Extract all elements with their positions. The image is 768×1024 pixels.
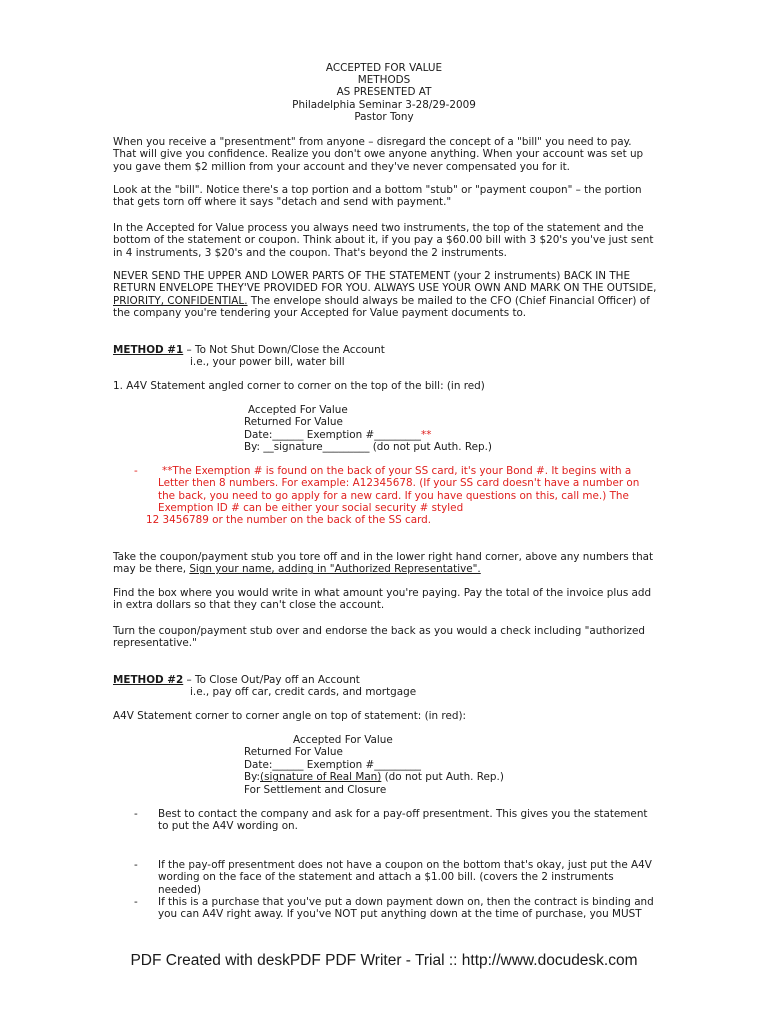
intro-paragraph-4: NEVER SEND THE UPPER AND LOWER PARTS OF THE STATEMENT (your 2 instruments) BACK IN THE RETURN ENVELOPE THEY'VE PROVIDED FOR YOU. ALWAYS USE YOUR OWN AND MARK ON THE OUTSIDE, PRIORITY, CONFIDENTIAL. The envelope should always be mailed to the CFO (Chief Financial Officer) of the company you're tendering your Accepted for Value payment documents to. xyxy=(113,270,657,320)
intro-paragraph-3: In the Accepted for Value process you always need two instruments, the top of the statement and the bottom of the statement or coupon. Think about it, if you pay a $60.00 bill with 3 $20's you've just sent in 4 instruments, 3 $20's and the coupon. That's beyond the 2 instruments. xyxy=(113,222,654,259)
amount-box-paragraph: Find the box where you would write in what amount you're paying. Pay the total of the invoice plus add in extra dollars so that they can't close the account. xyxy=(113,587,652,612)
bullet-dash: - xyxy=(134,808,138,820)
bullet-3: If this is a purchase that you've put a down payment down on, then the contract is binding and you can A4V right away. If you've NOT put anything down at the time of purchase, you MUST xyxy=(158,896,654,921)
exemption-note: **The Exemption # is found on the back of your SS card, it's your Bond #. It begins with a Letter then 8 numbers. For example: A12345678. (If your SS card doesn't have a number on the back, you need to go apply for a new card. If you have questions on this, call me.) The Exemption ID # can be either your social security # styled xyxy=(158,465,640,515)
coupon-paragraph: Take the coupon/payment stub you tore off and in the lower right hand corner, above any numbers that may be there, Sign your name, adding in "Authorized Representative". xyxy=(113,551,654,576)
method-2-intro: A4V Statement corner to corner angle on top of statement: (in red): xyxy=(113,710,467,722)
exemption-note-last-line: 12 3456789 or the number on the back of the SS card. xyxy=(146,514,432,526)
bullet-dash: - xyxy=(134,465,138,477)
stamp-1-line-1: Accepted For Value xyxy=(248,404,348,416)
stamp-1-line-2: Returned For Value xyxy=(244,416,343,429)
method-1-subtitle: i.e., your power bill, water bill xyxy=(190,356,345,368)
intro-paragraph-2: Look at the "bill". Notice there's a top portion and a bottom "stub" or "payment coupon" – the portion that gets torn off where it says "detach and send with payment." xyxy=(113,184,642,209)
stamp-2-line-2: Returned For Value xyxy=(244,746,343,759)
intro-paragraph-1: When you receive a "presentment" from anyone – disregard the concept of a "bill" you need to pay. That will give you confidence. Realize you don't owe anyone anything. When your account was set up you gave them $2 million from your account and they've never compensated you for it. xyxy=(113,136,644,173)
stamp-1-line-3: Date:______ Exemption #_________** xyxy=(244,428,432,441)
title-line-5: Pastor Tony xyxy=(354,110,414,123)
stamp-1 xyxy=(244,404,492,454)
title-line-3: AS PRESENTED AT xyxy=(336,86,432,99)
bullet-1: Best to contact the company and ask for a pay-off presentment. This gives you the statement to put the A4V wording on. xyxy=(158,808,648,833)
stamp-2 xyxy=(244,734,504,796)
method-1-heading: METHOD #1 – To Not Shut Down/Close the Account xyxy=(113,344,385,356)
title-line-4: Philadelphia Seminar 3-28/29-2009 xyxy=(292,98,476,111)
bullet-dash: - xyxy=(134,896,138,908)
stamp-1-line-4: By: __signature_________ (do not put Auth. Rep.) xyxy=(244,441,492,454)
title-line-1: ACCEPTED FOR VALUE xyxy=(325,62,443,74)
stamp-2-line-1: Accepted For Value xyxy=(293,734,393,746)
method-2-subtitle: i.e., pay off car, credit cards, and mortgage xyxy=(190,686,417,698)
stamp-2-line-3: Date:______ Exemption #_________ xyxy=(244,758,421,771)
stamp-2-line-5: For Settlement and Closure xyxy=(244,783,387,796)
doc-title xyxy=(0,62,768,123)
stamp-2-line-4: By:(signature of Real Man) (do not put Auth. Rep.) xyxy=(244,771,504,784)
method-1-step-1: 1. A4V Statement angled corner to corner on the top of the bill: (in red) xyxy=(113,380,485,392)
method-2-heading: METHOD #2 – To Close Out/Pay off an Account xyxy=(113,674,360,686)
title-line-2: METHODS xyxy=(357,74,411,87)
bullet-dash: - xyxy=(134,859,138,871)
endorse-paragraph: Turn the coupon/payment stub over and endorse the back as you would a check including "authorized representative." xyxy=(113,625,646,650)
bullet-2: If the pay-off presentment does not have a coupon on the bottom that's okay, just put the A4V wording on the face of the statement and attach a $1.00 bill. (covers the 2 instruments needed) xyxy=(158,859,652,896)
pdf-watermark-footer: PDF Created with deskPDF PDF Writer - Trial :: http://www.docudesk.com xyxy=(130,952,638,969)
